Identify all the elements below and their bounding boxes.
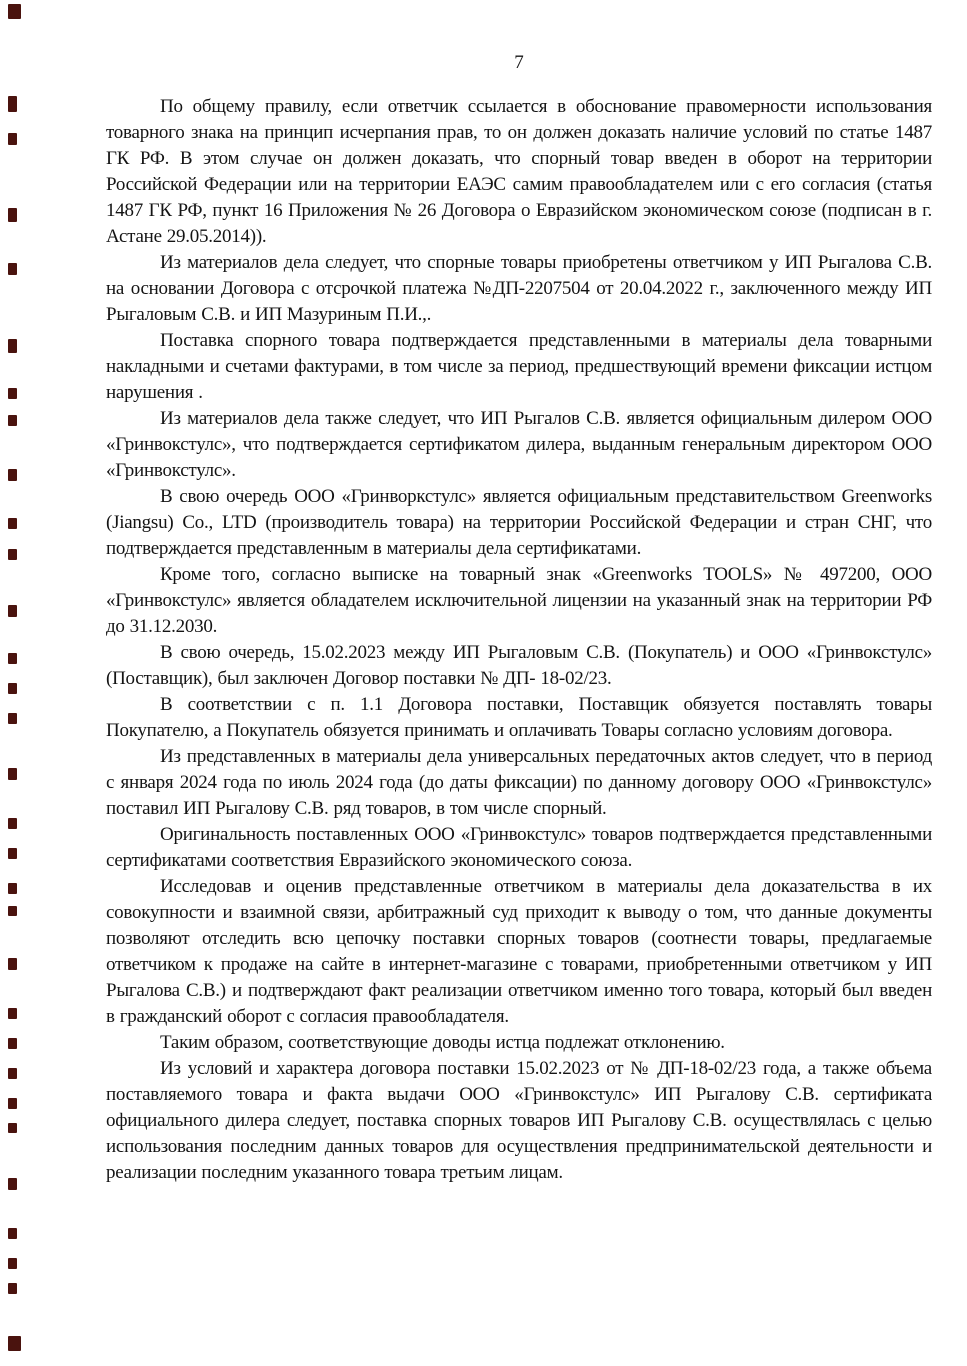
- paragraph: Из материалов дела также следует, что ИП Рыгалов С.В. является официальным дилером ООО «Гринвокстулс», что подтверждается сертификатом дилера, выданным генеральным директором ООО «Гринвокстулс».: [106, 408, 932, 481]
- scan-mark: [8, 96, 17, 112]
- scan-mark: [8, 1098, 17, 1109]
- scan-mark: [8, 339, 17, 353]
- scan-mark: [8, 133, 17, 145]
- paragraph: Таким образом, соответствующие доводы истца подлежат отклонению.: [160, 1032, 725, 1053]
- scan-mark: [8, 958, 17, 970]
- paragraph: Оригинальность поставленных ООО «Гринвокстулс» товаров подтверждается представленными сертификатами соответствия Евразийского экономического союза.: [106, 824, 932, 871]
- scan-mark: [8, 1283, 17, 1294]
- scan-mark: [8, 1123, 17, 1133]
- scan-mark: [8, 768, 17, 780]
- paragraph: В свою очередь ООО «Гринворкстулс» является официальным представительством Greenworks (Jiangsu) Co., LTD (производитель товара) на территории Российской Федерации и стран СНГ, что подтверждается представленным в материалы дела сертификатами.: [106, 486, 932, 559]
- scan-mark: [8, 263, 17, 275]
- scan-mark: [8, 1228, 17, 1239]
- paragraph: Из условий и характера договора поставки 15.02.2023 от № ДП-18-02/23 года, а также объема поставляемого товара и факта выдачи ООО «Гринвокстулс» ИП Рыгалову С.В. сертификата официального дилера следует, поставка спорных товаров ИП Рыгалову С.В. осуществлялась с целью использования последним данных товаров для осуществления предпринимательской деятельности и реализации последним указанного товара третьим лицам.: [106, 1058, 932, 1183]
- paragraph: Поставка спорного товара подтверждается представленными в материалы дела товарными накладными и счетами фактурами, в том числе за период, предшествующий времени фиксации истцом нарушения .: [106, 330, 932, 403]
- paragraph: В свою очередь, 15.02.2023 между ИП Рыгаловым С.В. (Покупатель) и ООО «Гринвокстулс» (Поставщик), был заключен Договор поставки № ДП- 18-02/23.: [106, 642, 932, 689]
- scan-mark: [8, 469, 17, 481]
- scan-mark: [8, 388, 17, 399]
- scan-edge-marks: [0, 0, 30, 1366]
- scan-mark: [8, 1336, 21, 1351]
- scan-mark: [8, 683, 17, 694]
- paragraph: По общему правилу, если ответчик ссылается в обоснование правомерности использования товарного знака на принцип исчерпания прав, то он должен доказать наличие условий по статье 1487 ГК РФ. В этом случае он должен доказать, что спорный товар введен в оборот на территории Российской Федерации или на территории ЕАЭС самим правообладателем или с его согласия (статья 1487 ГК РФ, пункт 16 Приложения № 26 Договора о Евразийском экономическом союзе (подписан в г. Астане 29.05.2014)).: [106, 96, 932, 247]
- document-body: [106, 94, 932, 1186]
- scan-mark: [8, 818, 17, 829]
- paragraph: Исследовав и оценив представленные ответчиком в материалы дела доказательства в их совокупности и взаимной связи, арбитражный суд приходит к выводу о том, что данные документы позволяют отследить всю цепочку поставки спорных товаров (соотнести товары, предлагаемые ответчиком к продаже на сайте в интернет-магазине с товарами, приобретенными ответчиком у ИП Рыгалова С.В.) и подтверждают факт реализации ответчиком именно того товара, который был введен в гражданский оборот с согласия правообладателя.: [106, 876, 932, 1027]
- paragraph: Кроме того, согласно выписке на товарный знак «Greenworks TOOLS» № 497200, ООО «Гринвокстулс» является обладателем исключительной лицензии на указанный знак на территории РФ до 31.12.2030.: [106, 564, 932, 637]
- scan-mark: [8, 1258, 17, 1269]
- scan-mark: [8, 415, 17, 426]
- scan-mark: [8, 605, 17, 617]
- scan-mark: [8, 653, 17, 664]
- scan-mark: [8, 1068, 17, 1079]
- scan-mark: [8, 883, 17, 894]
- scan-mark: [8, 713, 17, 724]
- scan-mark: [8, 848, 17, 859]
- page-number: 7: [514, 52, 524, 73]
- scan-mark: [8, 4, 21, 19]
- paragraph: Из материалов дела следует, что спорные товары приобретены ответчиком у ИП Рыгалова С.В. на основании Договора с отсрочкой платежа №ДП-2207504 от 20.04.2022 г., заключенного между ИП Рыгаловым С.В. и ИП Мазуриным П.И.,.: [106, 252, 932, 325]
- scan-mark: [8, 1178, 17, 1190]
- scan-mark: [8, 1008, 17, 1019]
- scan-mark: [8, 208, 17, 222]
- paragraph: Из представленных в материалы дела универсальных передаточных актов следует, что в период с января 2024 года по июль 2024 года (до даты фиксации) по данному договору ООО «Гринвокстулс» поставил ИП Рыгалову С.В. ряд товаров, в том числе спорный.: [106, 746, 932, 819]
- paragraph: В соответствии с п. 1.1 Договора поставки, Поставщик обязуется поставлять товары Покупателю, а Покупатель обязуется принимать и оплачивать Товары согласно условиям договора.: [106, 694, 932, 741]
- scan-mark: [8, 906, 17, 916]
- scan-mark: [8, 1038, 17, 1049]
- scan-mark: [8, 518, 17, 529]
- scan-mark: [8, 549, 17, 560]
